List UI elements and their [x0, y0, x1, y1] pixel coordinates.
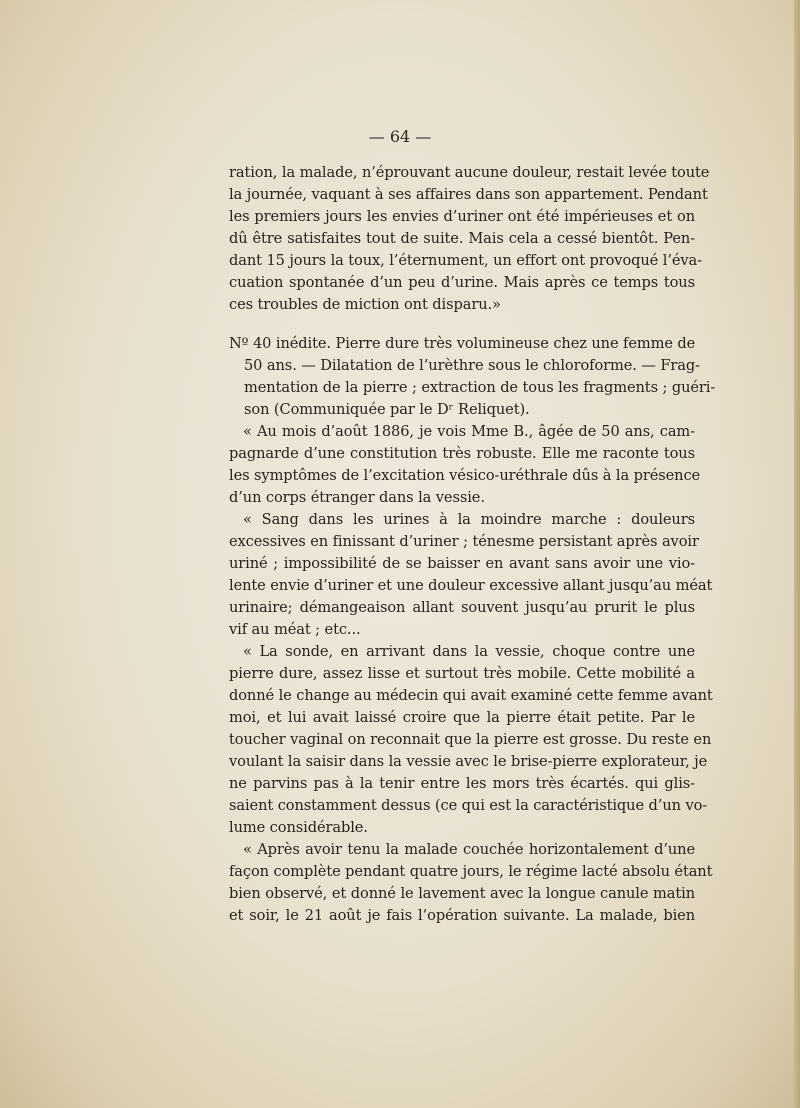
text-line: moi, et lui avait laissé croire que la pierre était petite. Par le — [229, 709, 695, 726]
text-line: lente envie d’uriner et une douleur excessive allant jusqu’au méat — [229, 577, 713, 594]
text-line: ration, la malade, n’éprouvant aucune douleur, restait levée toute — [229, 164, 710, 181]
text-line: urinaire; démangeaison allant souvent jusqu’au prurit le plus — [229, 599, 695, 616]
text-line: d’un corps étranger dans la vessie. — [229, 489, 485, 506]
observation-heading-line: Nº 40 inédite. Pierre dure très volumineuse chez une femme de — [229, 335, 696, 352]
page-number: — 64 — — [368, 127, 432, 146]
text-line: excessives en finissant d’uriner ; ténesme persistant après avoir — [229, 533, 699, 550]
page-edge — [794, 0, 800, 1108]
text-line: ces troubles de miction ont disparu.» — [229, 296, 501, 313]
text-line: dant 15 jours la toux, l’éternument, un effort ont provoqué l’éva- — [229, 252, 702, 269]
text-line: « Au mois d’août 1886, je vois Mme B., âgée de 50 ans, cam- — [243, 423, 695, 440]
text-line: dû être satisfaites tout de suite. Mais cela a cessé bientôt. Pen- — [229, 230, 695, 247]
text-line: « Après avoir tenu la malade couchée horizontalement d’une — [243, 841, 695, 858]
text-line: bien observé, et donné le lavement avec la longue canule matin — [229, 885, 695, 902]
observation-heading-line: son (Communiquée par le Dʳ Reliquet). — [244, 401, 530, 418]
text-line: cuation spontanée d’un peu d’urine. Mais après ce temps tous — [229, 274, 695, 291]
text-line: lume considérable. — [229, 819, 368, 836]
paragraph-gap — [229, 316, 695, 333]
text-line: vif au méat ; etc... — [229, 621, 361, 638]
observation-heading-line: mentation de la pierre ; extraction de tous les fragments ; guéri- — [244, 379, 716, 396]
observation-heading-line: 50 ans. — Dilatation de l’urèthre sous le chloroforme. — Frag- — [244, 357, 700, 374]
text-line: la journée, vaquant à ses affaires dans son appartement. Pendant — [229, 186, 708, 203]
text-line: les premiers jours les envies d’uriner ont été impérieuses et on — [229, 208, 695, 225]
text-line: « Sang dans les urines à la moindre marche : douleurs — [243, 511, 695, 528]
text-line: « La sonde, en arrivant dans la vessie, choque contre une — [243, 643, 695, 660]
text-line: façon complète pendant quatre jours, le régime lacté absolu étant — [229, 863, 713, 880]
text-line: voulant la saisir dans la vessie avec le brise-pierre explorateur, je — [229, 753, 708, 770]
text-line: saient constamment dessus (ce qui est la caractéristique d’un vo- — [229, 797, 708, 814]
text-line: ne parvins pas à la tenir entre les mors très écartés. qui glis- — [229, 775, 695, 792]
text-line: uriné ; impossibilité de se baisser en avant sans avoir une vio- — [229, 555, 695, 572]
text-line: pierre dure, assez lisse et surtout très mobile. Cette mobilité a — [229, 665, 695, 682]
text-line: pagnarde d’une constitution très robuste. Elle me raconte tous — [229, 445, 695, 462]
text-line: toucher vaginal on reconnait que la pierre est grosse. Du reste en — [229, 731, 712, 748]
text-line: les symptômes de l’excitation vésico-uréthrale dûs à la présence — [229, 467, 701, 484]
text-line: donné le change au médecin qui avait examiné cette femme avant — [229, 687, 713, 704]
text-line: et soir, le 21 août je fais l’opération suivante. La malade, bien — [229, 907, 695, 924]
body-text — [229, 162, 716, 927]
